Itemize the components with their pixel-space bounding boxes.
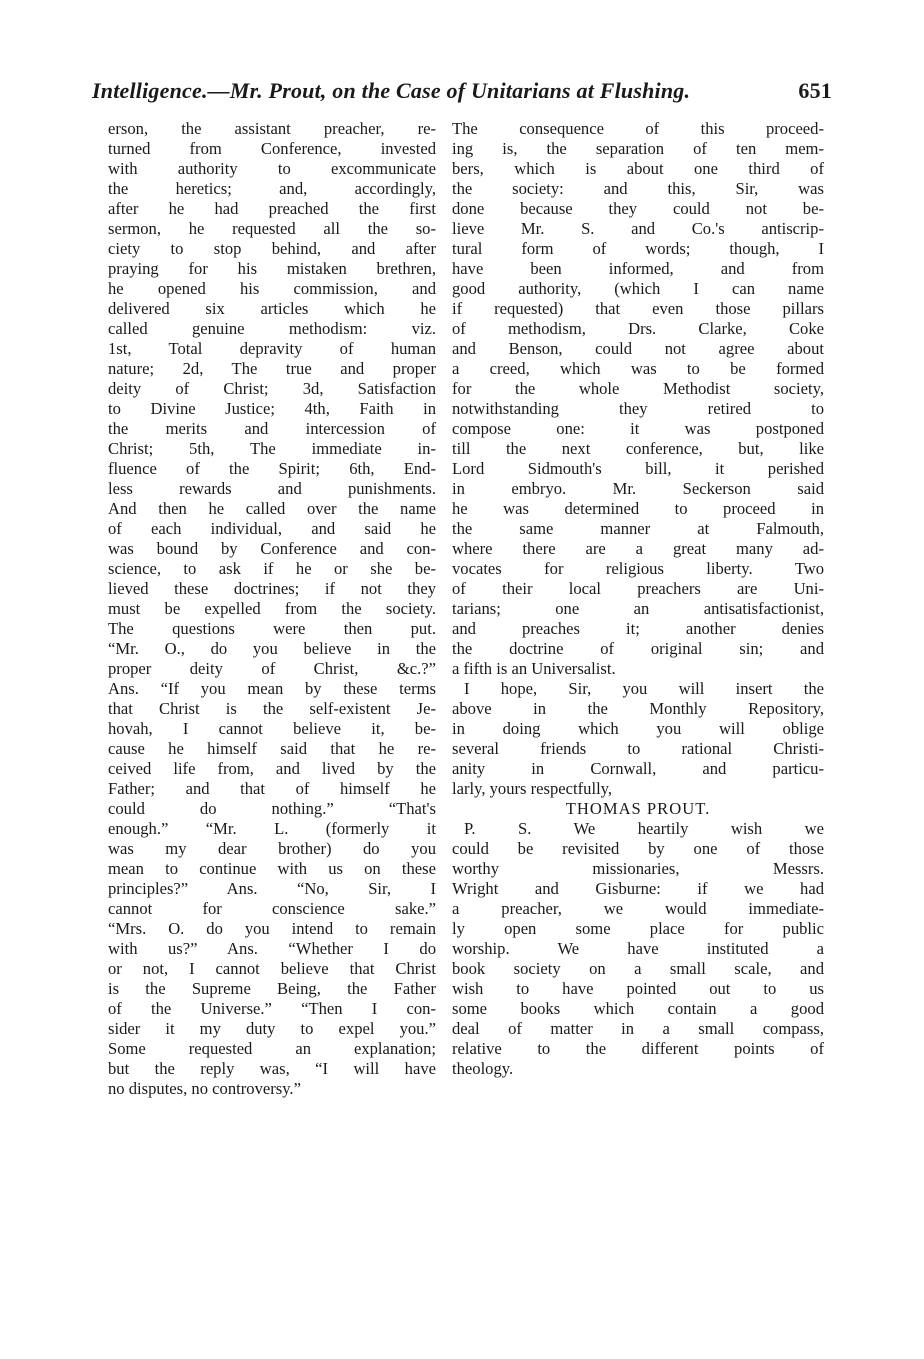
text-line: ciety to stop behind, and after [108, 239, 436, 258]
text-line: of their local preachers are Uni- [452, 579, 824, 598]
text-line: sider it my duty to expel you.” [108, 1019, 436, 1038]
text-line: cannot for conscience sake.” [108, 899, 436, 918]
text-line: ceived life from, and lived by the [108, 759, 436, 778]
text-line: or not, I cannot believe that Christ [108, 959, 436, 978]
text-line: compose one: it was postponed [452, 419, 824, 438]
text-line: principles?” Ans. “No, Sir, I [108, 879, 436, 898]
text-line: the same manner at Falmouth, [452, 519, 824, 538]
text-line: but the reply was, “I will have [108, 1059, 436, 1078]
text-line: the society: and this, Sir, was [452, 179, 824, 198]
text-line: Wright and Gisburne: if we had [452, 879, 824, 898]
text-line: with us?” Ans. “Whether I do [108, 939, 436, 958]
text-line: 1st, Total depravity of human [108, 339, 436, 358]
text-line: nature; 2d, The true and proper [108, 359, 436, 378]
text-line: was bound by Conference and con- [108, 539, 436, 558]
text-line: P. S. We heartily wish we [464, 819, 824, 838]
running-title: Intelligence.—Mr. Prout, on the Case of Unitarians at Flushing. [92, 78, 691, 103]
text-line: in embryo. Mr. Seckerson said [452, 479, 824, 498]
text-line: no disputes, no controversy.” [108, 1079, 301, 1098]
text-line: worship. We have instituted a [452, 939, 824, 958]
text-line: and Benson, could not agree about [452, 339, 824, 358]
text-line: deal of matter in a small compass, [452, 1019, 824, 1038]
text-line: till the next conference, but, like [452, 439, 824, 458]
text-line: The consequence of this proceed- [452, 119, 824, 138]
text-line: that Christ is the self-existent Je- [108, 699, 436, 718]
text-line: erson, the assistant preacher, re- [108, 119, 436, 138]
text-line: sermon, he requested all the so- [108, 219, 436, 238]
text-line: a preacher, we would immediate- [452, 899, 824, 918]
text-line: “Mrs. O. do you intend to remain [108, 919, 436, 938]
text-line: called genuine methodism: viz. [108, 319, 436, 338]
text-line: “Mr. O., do you believe in the [108, 639, 436, 658]
text-line: some books which contain a good [452, 999, 824, 1018]
text-column-left [108, 119, 436, 1239]
text-line: The questions were then put. [108, 619, 436, 638]
text-line: a fifth is an Universalist. [452, 659, 616, 678]
text-line: the doctrine of original sin; and [452, 639, 824, 658]
text-line: Christ; 5th, The immediate in- [108, 439, 436, 458]
text-line: delivered six articles which he [108, 299, 436, 318]
text-line: lieve Mr. S. and Co.'s antiscrip- [452, 219, 824, 238]
text-line: fluence of the Spirit; 6th, End- [108, 459, 436, 478]
text-line: hovah, I cannot believe it, be- [108, 719, 436, 738]
text-line: vocates for religious liberty. Two [452, 559, 824, 578]
text-line: ing is, the separation of ten mem- [452, 139, 824, 158]
text-line: tural form of words; though, I [452, 239, 824, 258]
text-line: could be revisited by one of those [452, 839, 824, 858]
text-line: notwithstanding they retired to [452, 399, 824, 418]
text-line: ly open some place for public [452, 919, 824, 938]
text-line: and preaches it; another denies [452, 619, 824, 638]
text-line: Ans. “If you mean by these terms [108, 679, 436, 698]
text-line: larly, yours respectfully, [452, 779, 613, 798]
text-line: with authority to excommunicate [108, 159, 436, 178]
text-line: is the Supreme Being, the Father [108, 979, 436, 998]
text-line: lieved these doctrines; if not they [108, 579, 436, 598]
text-line: proper deity of Christ, &c.?” [108, 659, 436, 678]
text-line: enough.” “Mr. L. (formerly it [108, 819, 436, 838]
text-line: if requested) that even those pillars [452, 299, 824, 318]
text-line: the merits and intercession of [108, 419, 436, 438]
text-line: he was determined to proceed in [452, 499, 824, 518]
text-line: of each individual, and said he [108, 519, 436, 538]
text-line: praying for his mistaken brethren, [108, 259, 436, 278]
text-line: could do nothing.” “That's [108, 799, 436, 818]
text-line: Lord Sidmouth's bill, it perished [452, 459, 824, 478]
text-line: wish to have pointed out to us [452, 979, 824, 998]
text-line: above in the Monthly Repository, [452, 699, 824, 718]
text-line: turned from Conference, invested [108, 139, 436, 158]
text-line: was my dear brother) do you [108, 839, 436, 858]
text-line: deity of Christ; 3d, Satisfaction [108, 379, 436, 398]
running-header [92, 78, 832, 108]
text-line: anity in Cornwall, and particu- [452, 759, 824, 778]
text-line: I hope, Sir, you will insert the [464, 679, 824, 698]
text-line: good authority, (which I can name [452, 279, 824, 298]
text-line: he opened his commission, and [108, 279, 436, 298]
page-number: 651 [798, 78, 832, 103]
text-line: And then he called over the name [108, 499, 436, 518]
text-line: for the whole Methodist society, [452, 379, 824, 398]
text-column-right [452, 119, 824, 1239]
text-line: worthy missionaries, Messrs. [452, 859, 824, 878]
text-line: a creed, which was to be formed [452, 359, 824, 378]
text-line: Some requested an explanation; [108, 1039, 436, 1058]
text-line: bers, which is about one third of [452, 159, 824, 178]
text-line: must be expelled from the society. [108, 599, 436, 618]
text-line: less rewards and punishments. [108, 479, 436, 498]
text-line: to Divine Justice; 4th, Faith in [108, 399, 436, 418]
text-line: Father; and that of himself he [108, 779, 436, 798]
text-line: theology. [452, 1059, 514, 1078]
text-line: where there are a great many ad- [452, 539, 824, 558]
text-line: of methodism, Drs. Clarke, Coke [452, 319, 824, 338]
text-line: after he had preached the first [108, 199, 436, 218]
text-line: several friends to rational Christi- [452, 739, 824, 758]
text-line: cause he himself said that he re- [108, 739, 436, 758]
text-line: book society on a small scale, and [452, 959, 824, 978]
text-line: the heretics; and, accordingly, [108, 179, 436, 198]
text-line: of the Universe.” “Then I con- [108, 999, 436, 1018]
text-line: tarians; one an antisatisfactionist, [452, 599, 824, 618]
text-line: relative to the different points of [452, 1039, 824, 1058]
text-line: science, to ask if he or she be- [108, 559, 436, 578]
text-line: done because they could not be- [452, 199, 824, 218]
text-line: in doing which you will oblige [452, 719, 824, 738]
text-line: THOMAS PROUT. [565, 799, 711, 818]
text-line: mean to continue with us on these [108, 859, 436, 878]
text-line: have been informed, and from [452, 259, 824, 278]
